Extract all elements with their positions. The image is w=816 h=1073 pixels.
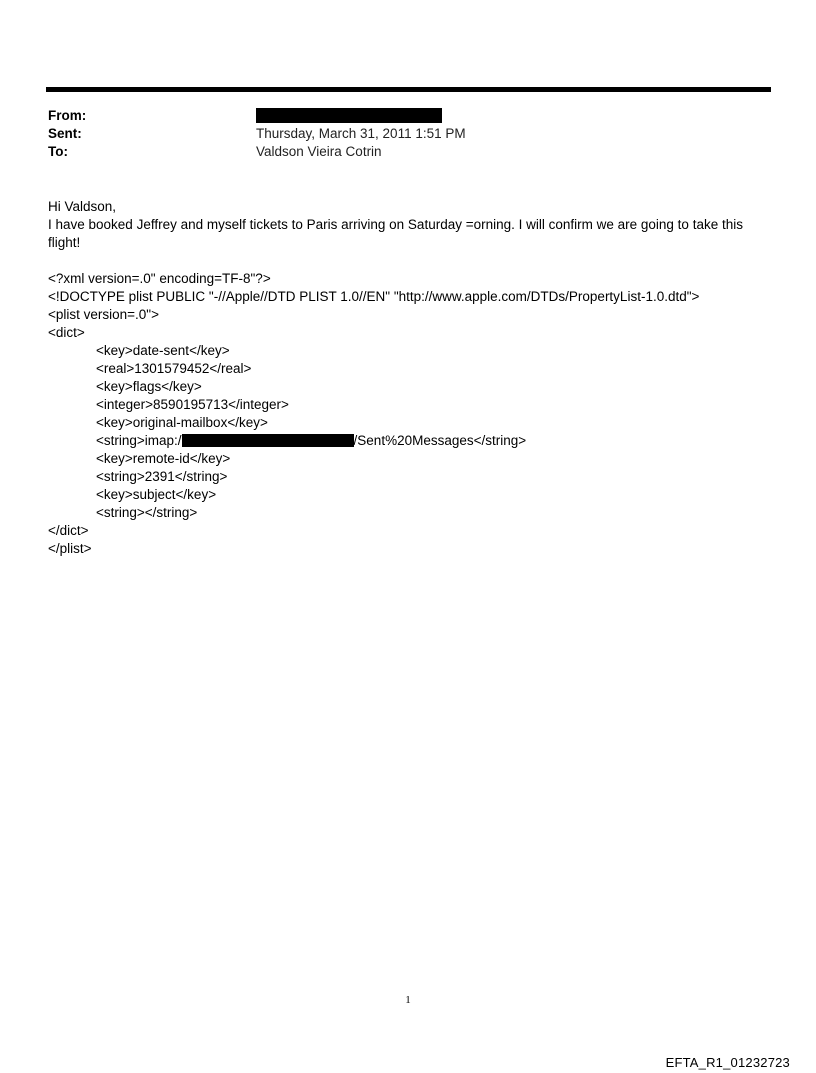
sent-value: Thursday, March 31, 2011 1:51 PM <box>256 126 466 141</box>
to-value: Valdson Vieira Cotrin <box>256 144 382 159</box>
from-label: From: <box>48 108 87 123</box>
string-remote-id: <string>2391</string> <box>96 469 228 484</box>
greeting: Hi Valdson, <box>48 199 117 214</box>
dict-close-tag: </dict> <box>48 523 89 538</box>
paragraph-gap <box>48 252 758 270</box>
to-label: To: <box>48 144 68 159</box>
from-row <box>48 107 748 125</box>
key-date-sent: <key>date-sent</key> <box>96 343 230 358</box>
key-remote-id: <key>remote-id</key> <box>96 451 231 466</box>
page-number: 1 <box>405 994 411 1006</box>
string-subject: <string></string> <box>96 505 198 520</box>
message-paragraph: I have booked Jeffrey and myself tickets to Paris arriving on Saturday =orning. I will confirm we are going to take this flight! <box>48 217 743 250</box>
real-value: <real>1301579452</real> <box>96 361 252 376</box>
document-id: EFTA_R1_01232723 <box>665 1055 790 1070</box>
email-body <box>48 198 758 558</box>
sent-row <box>48 125 748 143</box>
email-header <box>48 107 748 161</box>
string-imap-line <box>48 432 758 450</box>
header-rule <box>46 87 771 92</box>
doctype-line: <!DOCTYPE plist PUBLIC "-//Apple//DTD PLIST 1.0//EN" "http://www.apple.com/DTDs/PropertyList-1.0.dtd"> <box>48 289 700 304</box>
redaction-box <box>256 108 442 123</box>
key-subject: <key>subject</key> <box>96 487 217 502</box>
plist-open-tag: <plist version=.0"> <box>48 307 159 322</box>
plist-close-tag: </plist> <box>48 541 92 556</box>
key-flags: <key>flags</key> <box>96 379 202 394</box>
redaction-box <box>182 434 354 447</box>
to-row <box>48 143 748 161</box>
sent-label: Sent: <box>48 126 82 141</box>
dict-open-tag: <dict> <box>48 325 85 340</box>
imap-suffix: /Sent%20Messages</string> <box>353 433 527 448</box>
xml-declaration: <?xml version=.0" encoding=TF-8"?> <box>48 271 271 286</box>
key-original-mailbox: <key>original-mailbox</key> <box>96 415 268 430</box>
imap-prefix: <string>imap:/ <box>96 433 182 448</box>
integer-value: <integer>8590195713</integer> <box>96 397 289 412</box>
